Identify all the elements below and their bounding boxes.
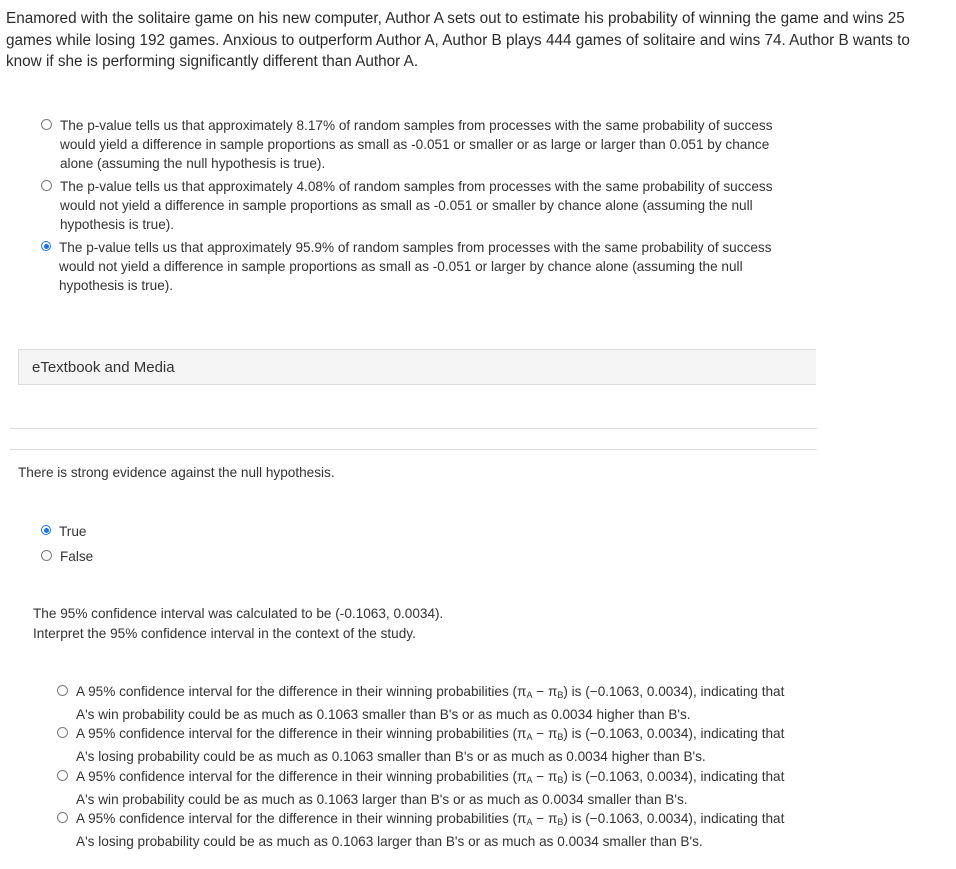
pvalue-option-text: The p-value tells us that approximately 4.08% of random samples from processes with the same probability of success would not yield a difference in sample proportions as small as -0.051 or smaller by chance alone (assuming the null hypothesis is true). bbox=[60, 179, 773, 233]
ci-option-text bbox=[76, 767, 784, 809]
radio-button-selected[interactable] bbox=[41, 241, 51, 251]
radio-button[interactable] bbox=[41, 180, 52, 191]
radio-button[interactable] bbox=[57, 727, 68, 738]
true-option[interactable] bbox=[41, 522, 86, 541]
ci-option-2[interactable] bbox=[57, 724, 837, 766]
divider bbox=[10, 428, 817, 429]
pi-symbol: π bbox=[547, 769, 558, 784]
subscript-a: A bbox=[526, 690, 533, 700]
true-label: True bbox=[59, 524, 87, 539]
ci-prefix: A 95% confidence interval for the difference in their winning probabilities ( bbox=[76, 769, 518, 784]
evidence-statement: There is strong evidence against the null hypothesis. bbox=[18, 465, 335, 480]
ci-instruction: Interpret the 95% confidence interval in the context of the study. bbox=[33, 625, 416, 641]
pi-symbol: π bbox=[517, 684, 527, 699]
pi-symbol: π bbox=[517, 811, 527, 826]
subscript-a: A bbox=[526, 775, 533, 785]
pvalue-option-1[interactable] bbox=[41, 116, 801, 174]
ci-option-detail: A's win probability could be as much as 0.1063 smaller than B's or as much as 0.0034 higher than B's. bbox=[76, 707, 691, 723]
subscript-b: B bbox=[557, 690, 564, 700]
ci-prefix: A 95% confidence interval for the difference in their winning probabilities ( bbox=[76, 684, 518, 699]
ci-prefix: A 95% confidence interval for the difference in their winning probabilities ( bbox=[76, 811, 518, 826]
radio-button[interactable] bbox=[41, 119, 52, 130]
pvalue-option-text: The p-value tells us that approximately 95.9% of random samples from processes with the same probability of success would not yield a difference in sample proportions as small as -0.051 or larger by chance alone (assuming the null hypothesis is true). bbox=[59, 240, 772, 294]
ci-prompt bbox=[33, 604, 443, 643]
subscript-b: B bbox=[557, 732, 564, 742]
ci-option-text bbox=[76, 724, 784, 766]
false-label: False bbox=[60, 549, 94, 564]
pi-symbol: π bbox=[547, 684, 558, 699]
pvalue-option-2[interactable] bbox=[41, 177, 801, 235]
ci-statement: The 95% confidence interval was calculated to be (-0.1063, 0.0034). bbox=[33, 606, 444, 621]
pvalue-option-text: The p-value tells us that approximately 8.17% of random samples from processes with the same probability of success would yield a difference in sample proportions as small as -0.051 or smaller or as large or larger than 0.051 by chance alone (assuming the null hypothesis is true). bbox=[60, 118, 773, 172]
radio-button[interactable] bbox=[57, 685, 68, 696]
minus-sign: − bbox=[532, 726, 548, 741]
ci-option-1[interactable] bbox=[57, 682, 837, 724]
ci-option-detail: A's win probability could be as much as 0.1063 larger than B's or as much as 0.0034 smaller than B's. bbox=[76, 792, 688, 808]
minus-sign: − bbox=[532, 769, 548, 784]
ci-option-text bbox=[76, 682, 784, 724]
divider bbox=[10, 449, 817, 450]
ci-interval: ) is (−0.1063, 0.0034), indicating that bbox=[563, 769, 785, 784]
ci-option-detail: A's losing probability could be as much as 0.1063 smaller than B's or as much as 0.0034 higher than B's. bbox=[76, 749, 706, 765]
etextbook-media-button[interactable]: eTextbook and Media bbox=[18, 349, 816, 385]
subscript-b: B bbox=[557, 775, 564, 785]
minus-sign: − bbox=[532, 811, 548, 826]
ci-interval: ) is (−0.1063, 0.0034), indicating that bbox=[563, 684, 785, 699]
ci-interval: ) is (−0.1063, 0.0034), indicating that bbox=[563, 726, 785, 741]
subscript-a: A bbox=[526, 817, 533, 827]
pi-symbol: π bbox=[547, 811, 558, 826]
question-text: Enamored with the solitaire game on his new computer, Author A sets out to estimate his probability of winning the game and wins 25 games while losing 192 games. Anxious to outperform Author A, Author B plays 444 games of solitaire and wins 74. Author B wants to know if she is performing significantly different than Author A. bbox=[6, 10, 910, 70]
false-option[interactable] bbox=[41, 547, 93, 566]
radio-button[interactable] bbox=[41, 550, 52, 561]
ci-interval: ) is (−0.1063, 0.0034), indicating that bbox=[563, 811, 785, 826]
pvalue-option-3[interactable] bbox=[41, 238, 801, 296]
radio-button[interactable] bbox=[57, 812, 68, 823]
subscript-a: A bbox=[526, 732, 533, 742]
ci-option-detail: A's losing probability could be as much as 0.1063 larger than B's or as much as 0.0034 smaller than B's. bbox=[76, 834, 703, 850]
radio-button-selected[interactable] bbox=[41, 525, 51, 535]
pi-symbol: π bbox=[517, 769, 527, 784]
pi-symbol: π bbox=[517, 726, 527, 741]
pi-symbol: π bbox=[547, 726, 558, 741]
ci-option-text bbox=[76, 809, 784, 851]
ci-prefix: A 95% confidence interval for the difference in their winning probabilities ( bbox=[76, 726, 518, 741]
ci-option-4[interactable] bbox=[57, 809, 837, 851]
minus-sign: − bbox=[532, 684, 548, 699]
ci-option-3[interactable] bbox=[57, 767, 837, 809]
radio-button[interactable] bbox=[57, 770, 68, 781]
subscript-b: B bbox=[557, 817, 564, 827]
